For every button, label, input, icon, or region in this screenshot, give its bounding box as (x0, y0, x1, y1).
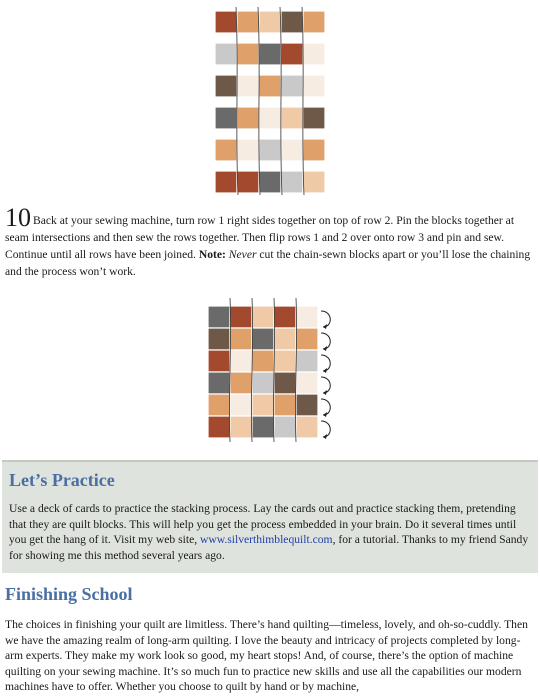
quilt-block (208, 372, 230, 394)
quilt-block (303, 171, 325, 193)
quilt-block (281, 171, 303, 193)
quilt-block (252, 350, 274, 372)
chain-thread-line (302, 7, 304, 195)
quilt-block (237, 43, 259, 65)
turn-arrow (321, 399, 330, 415)
quilt-block (215, 139, 237, 161)
chain-thread-line (258, 7, 260, 195)
practice-paragraph (9, 501, 531, 563)
step-text-part-2: cut the chain-sewn blocks apart or you’ll lose the chaining and the process won’t work. (5, 248, 531, 278)
quilt-block (303, 11, 325, 33)
quilt-block (281, 107, 303, 129)
step-10-paragraph (5, 203, 535, 280)
quilt-block (208, 394, 230, 416)
finishing-title: Finishing School (5, 584, 133, 604)
quilt-block (281, 11, 303, 33)
quilt-rows-diagram (213, 7, 333, 197)
quilt-block (281, 43, 303, 65)
quilt-block (252, 372, 274, 394)
quilt-block (259, 107, 281, 129)
quilt-block (237, 139, 259, 161)
quilt-block (252, 306, 274, 328)
turn-arrow (321, 355, 330, 371)
note-emphasis: Never (228, 248, 257, 261)
practice-text-part-2: , for a tutorial. Thanks to my friend Sandy for showing me this method several years ago. (9, 533, 529, 562)
quilt-block (274, 372, 296, 394)
quilt-block (259, 43, 281, 65)
quilt-block (303, 107, 325, 129)
quilt-block (230, 394, 252, 416)
quilt-block (208, 328, 230, 350)
quilt-block (230, 372, 252, 394)
quilt-block (296, 306, 318, 328)
quilt-block (215, 107, 237, 129)
quilt-block (274, 350, 296, 372)
quilt-block (274, 306, 296, 328)
finishing-paragraph: The choices in finishing your quilt are limitless. There’s hand quilting—timeless, lovely, and oh-so-cuddly. Then we have the amazing realm of long-arm quilting. I love the beauty and intricacy of projects completed by long-arm experts. They make my work look so good, my heart stops! And, of course, there’s the option of machine quilting on your sewing machine. It’s so much fun to practice new skills and use all the capabilities our modern machines have to offer. Whether you choose to quilt by hand or by machine, (5, 618, 528, 693)
quilt-block (259, 171, 281, 193)
quilt-block (274, 394, 296, 416)
quilt-block (230, 416, 252, 438)
quilt-block (252, 328, 274, 350)
quilt-block (274, 416, 296, 438)
quilt-block (252, 394, 274, 416)
step-text-part-1: Back at your sewing machine, turn row 1 right sides together on top of row 2. Pin the blocks together at seam intersections and then sew the rows together. Then flip rows 1 and 2 over onto row 3 and pin and sew. Continue until all rows have been joined. (5, 214, 515, 261)
quilt-block (208, 416, 230, 438)
figure-joined-rows (206, 296, 346, 446)
turn-arrow (321, 421, 330, 437)
quilt-block (259, 75, 281, 97)
figure-chain-sewn-rows (213, 7, 333, 197)
practice-text-part-1: Use a deck of cards to practice the stacking process. Lay the cards out and practice stacking them, pretending that they are quilt blocks. This will help you get the process embedded in your brain. Do it several times until you get the hang of it. Visit my web site, (9, 502, 517, 546)
quilt-block (215, 43, 237, 65)
quilt-block (230, 306, 252, 328)
quilt-block (215, 75, 237, 97)
quilt-block (237, 171, 259, 193)
quilt-block (208, 306, 230, 328)
quilt-block (230, 350, 252, 372)
quilt-block (252, 416, 274, 438)
quilt-block (303, 139, 325, 161)
website-link[interactable]: www.silverthimblequilt.com (200, 533, 333, 546)
quilt-block (237, 11, 259, 33)
chain-thread-line (236, 7, 238, 195)
quilt-block (274, 328, 296, 350)
quilt-block (296, 328, 318, 350)
practice-title: Let’s Practice (9, 470, 115, 490)
turn-arrow (321, 377, 330, 393)
quilt-block (296, 350, 318, 372)
quilt-block (281, 75, 303, 97)
quilt-block (296, 372, 318, 394)
quilt-block (259, 11, 281, 33)
quilt-block (215, 171, 237, 193)
quilt-block (237, 107, 259, 129)
quilt-block (259, 139, 281, 161)
finishing-school-section (5, 584, 535, 695)
note-label: Note: (198, 248, 226, 261)
quilt-block (296, 416, 318, 438)
quilt-block (281, 139, 303, 161)
quilt-block (208, 350, 230, 372)
step-number: 10 (5, 203, 31, 232)
quilt-block (237, 75, 259, 97)
turn-arrow (321, 333, 330, 349)
chain-thread-line (280, 7, 282, 195)
lets-practice-box (2, 460, 538, 573)
turn-arrow (321, 311, 330, 327)
quilt-block (230, 328, 252, 350)
quilt-block (303, 75, 325, 97)
quilt-block (296, 394, 318, 416)
quilt-block (303, 43, 325, 65)
quilt-joined-diagram (206, 296, 346, 446)
quilt-block (215, 11, 237, 33)
